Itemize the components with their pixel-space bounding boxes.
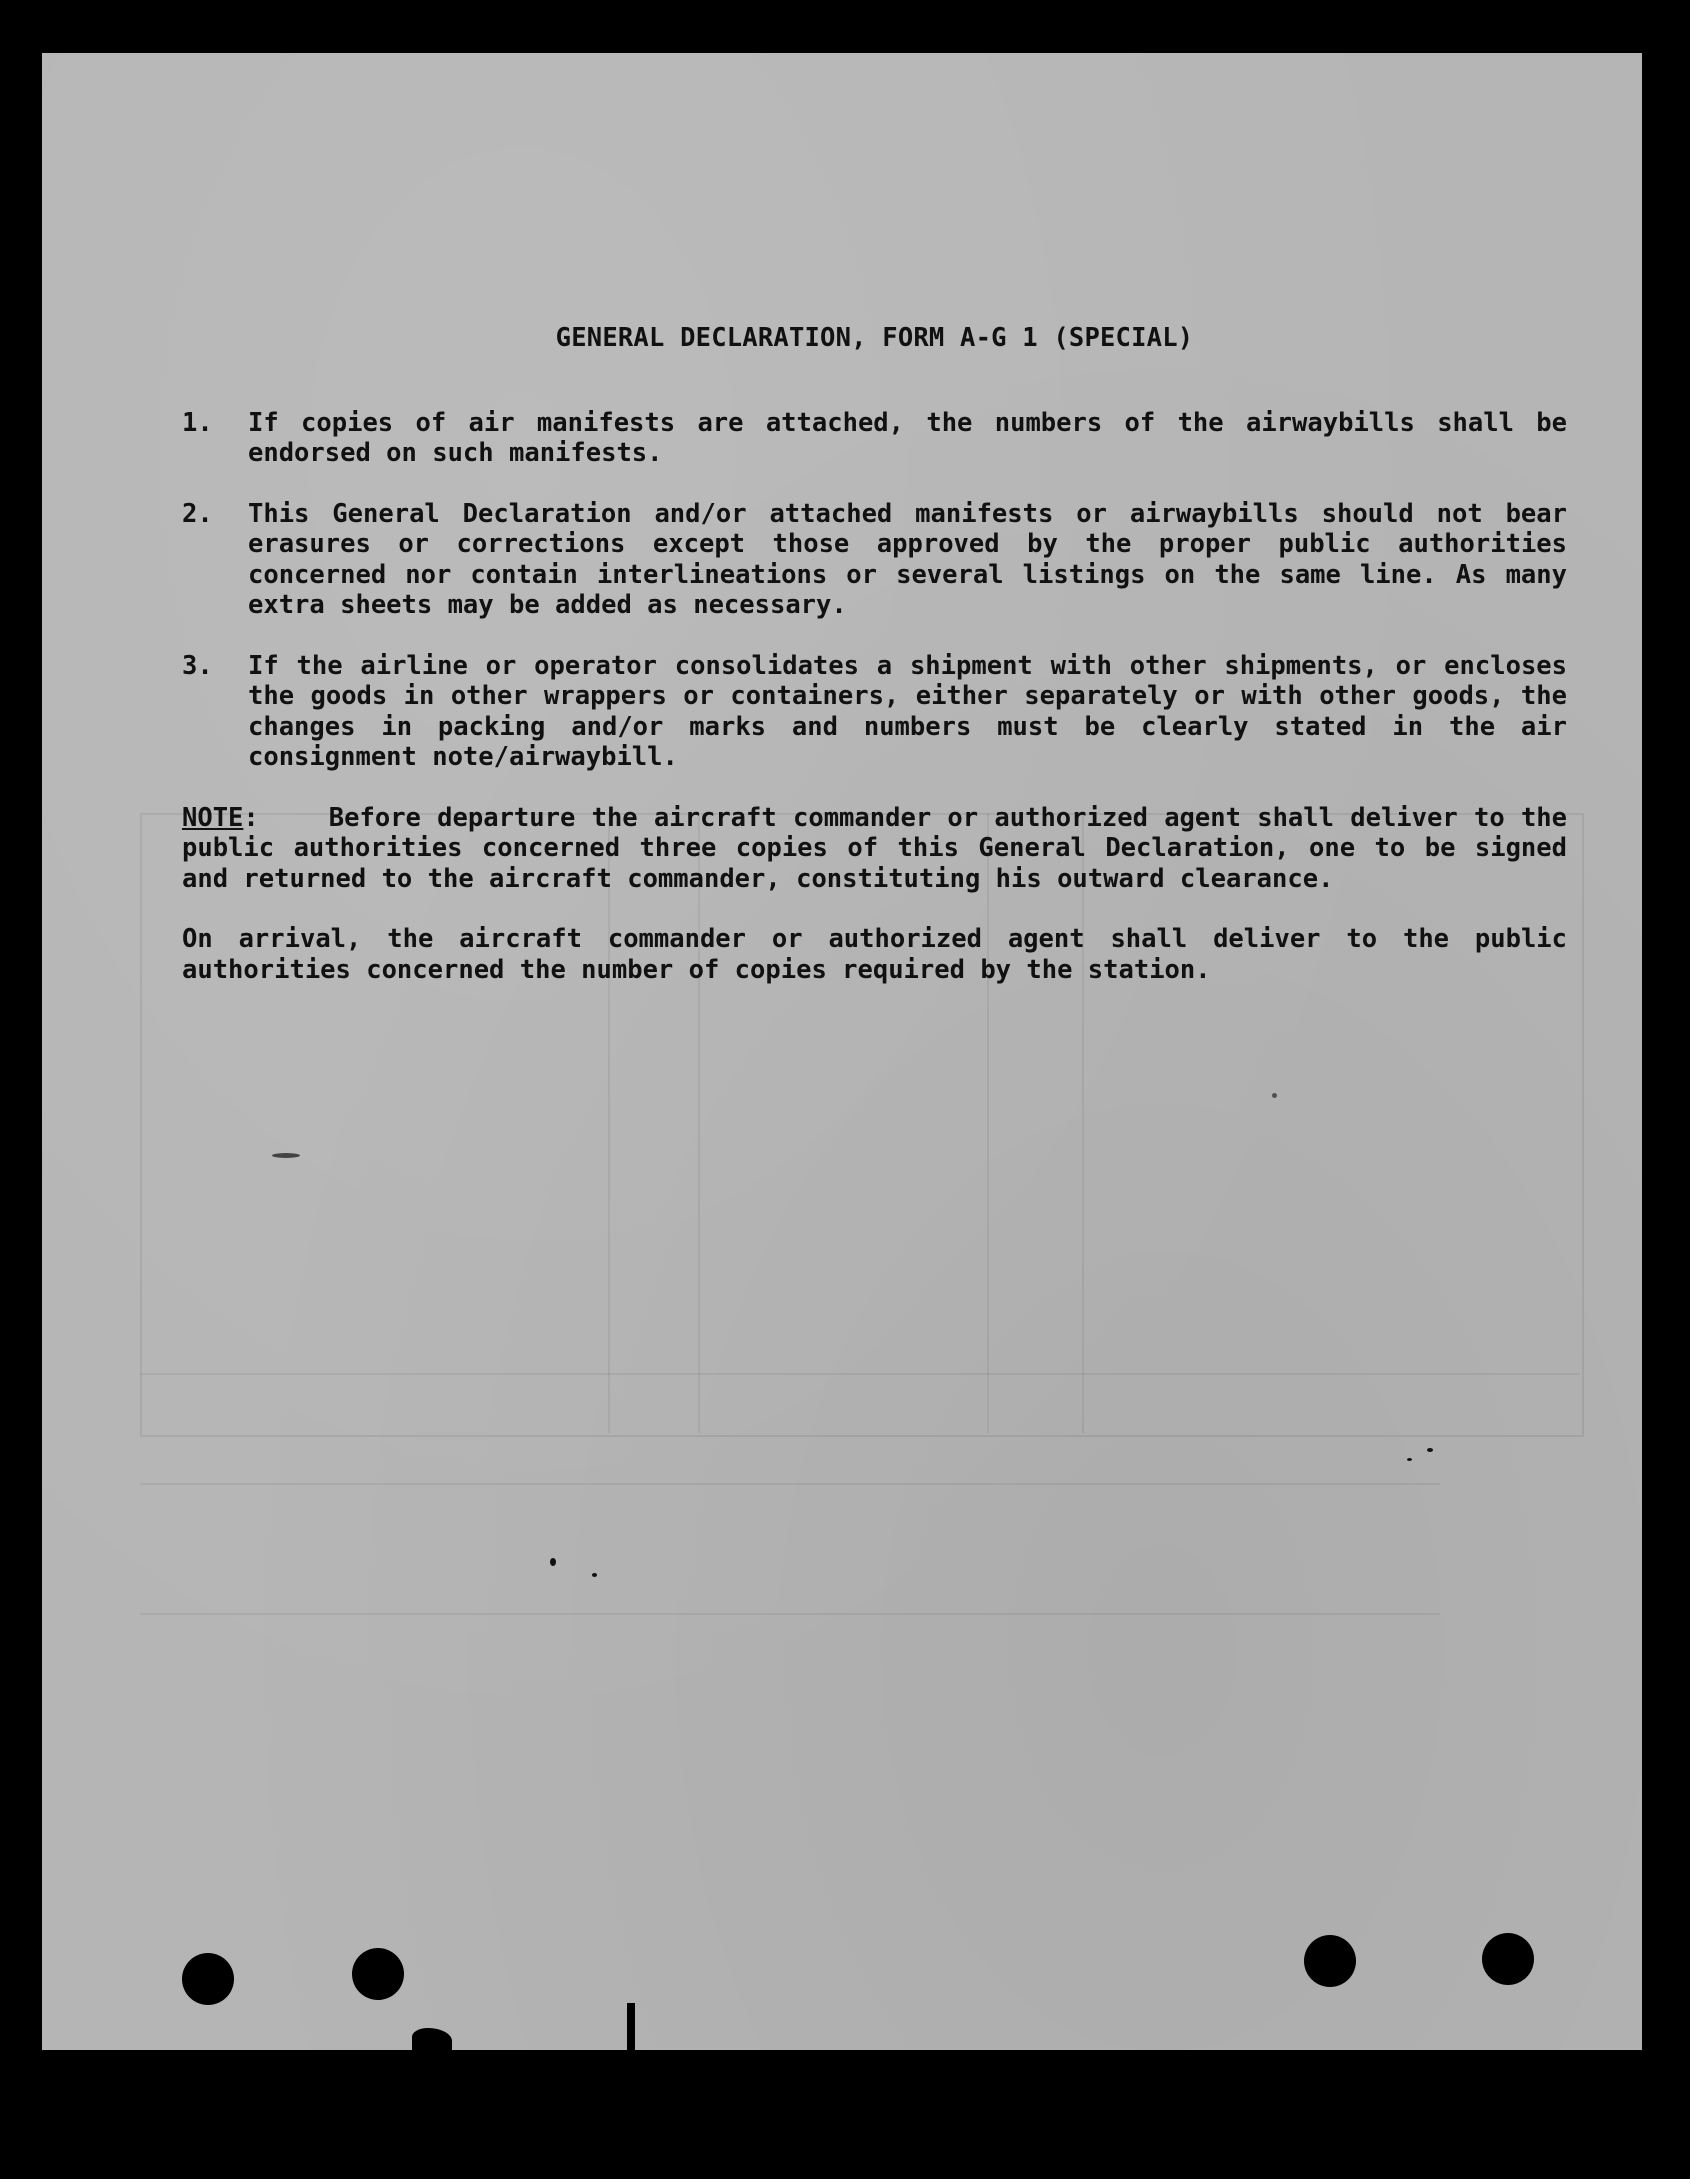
ink-speck bbox=[1272, 1093, 1277, 1098]
item-number: 1. bbox=[182, 407, 213, 438]
punch-hole bbox=[182, 1953, 234, 2005]
page-edge-tear bbox=[412, 2028, 452, 2050]
page-title: GENERAL DECLARATION, FORM A-G 1 (SPECIAL) bbox=[555, 323, 1194, 353]
note-colon: : bbox=[243, 802, 259, 833]
item-text: If copies of air manifests are attached, the numbers of the airwaybills shall be endorsed on such manifests. bbox=[248, 407, 1567, 468]
item-text: This General Declaration and/or attached manifests or airwaybills should not bear erasures or corrections except those approved by the proper public authorities concerned nor contain interlineations or several listings on the same line. As many extra sheets may be added as necessary. bbox=[248, 498, 1567, 620]
ink-speck bbox=[272, 1153, 300, 1158]
ink-speck bbox=[550, 1558, 556, 1566]
document-page bbox=[42, 53, 1642, 2050]
item-text: If the airline or operator consolidates a shipment with other shipments, or encloses the goods in other wrappers or containers, either separately or with other goods, the changes in packing and/or marks and numbers must be clearly stated in the air consignment note/airwaybill. bbox=[248, 650, 1567, 772]
ink-speck bbox=[592, 1573, 597, 1577]
declaration-instructions bbox=[182, 323, 1567, 985]
item-number: 2. bbox=[182, 498, 213, 529]
punch-hole bbox=[352, 1948, 404, 2000]
bleed-through-rule bbox=[140, 1483, 1440, 1485]
note-text: Before departure the aircraft commander or authorized agent shall deliver to the public authorities concerned three copies of this General Declaration, one to be signed and returned to the aircraft commander, constituting his outward clearance. bbox=[182, 802, 1567, 894]
bleed-through-rule bbox=[140, 1373, 1580, 1375]
note-label: NOTE bbox=[182, 802, 244, 833]
instruction-item bbox=[182, 499, 1567, 621]
ink-speck bbox=[1427, 1448, 1433, 1452]
note-paragraph bbox=[182, 803, 1567, 895]
instruction-item bbox=[182, 408, 1567, 469]
bleed-through-rule bbox=[140, 1613, 1440, 1615]
arrival-paragraph: On arrival, the aircraft commander or authorized agent shall deliver to the public authorities concerned the number of copies required by the station. bbox=[182, 924, 1567, 985]
punch-hole bbox=[1482, 1933, 1534, 1985]
punch-hole bbox=[1304, 1935, 1356, 1987]
page-edge-tear bbox=[627, 2003, 635, 2050]
ink-speck bbox=[1407, 1458, 1412, 1461]
item-number: 3. bbox=[182, 650, 213, 681]
instruction-item bbox=[182, 651, 1567, 773]
